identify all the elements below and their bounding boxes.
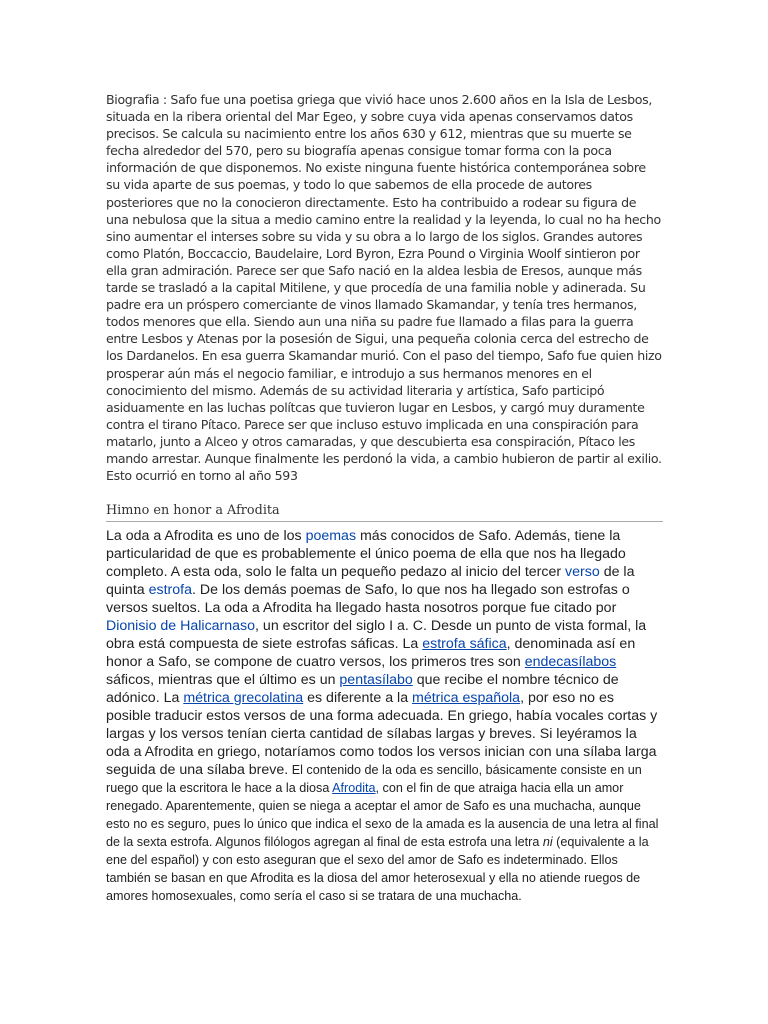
oda-text: , denominada así en honor a Safo, se compone de cuatro versos, los primeros tres son: [106, 636, 636, 670]
link-dionisio-de-halicarnaso[interactable]: Dionisio de Halicarnaso: [106, 618, 256, 634]
link-metrica-grecolatina[interactable]: métrica grecolatina: [183, 690, 304, 706]
oda-text: que recibe el nombre técnico de adónico. La: [106, 672, 619, 706]
oda-text: El contenido de la oda es sencillo, básicamente consiste en un ruego que la escritora le hace a la diosa: [106, 763, 642, 795]
biography-paragraph: Biografia : Safo fue una poetisa griega que vivió hace unos 2.600 años en la Isla de Lesbos, situada en la ribera oriental del Mar Egeo, y sobre cuya vida apenas conservamos datos precisos. Se calcula su nacimiento entre los años 630 y 612, mientras que su muerte se fecha alrededor del 570, pero su biografía apenas consigue tomar forma con la poca información de que disponemos. No existe ninguna fuente histórica contemporánea sobre su vida aparte de sus poemas, y todo lo que sabemos de ella procede de autores posteriores que no la conocieron directamente. Esto ha contribuido a rodear su figura de una nebulosa que la situa a medio camino entre la realidad y la leyenda, lo cual no ha hecho sino aumentar el interses sobre su vida y su obra a lo largo de los siglos. Grandes autores como Platón, Boccaccio, Baudelaire, Lord Byron, Ezra Pound o Virginia Woolf sintieron por ella gran admiración. Parece ser que Safo nació en la aldea lesbia de Eresos, aunque más tarde se trasladó a la capital Mitilene, y que procedía de una familia noble y adinerada. Su padre era un próspero comerciante de vinos llamado Skamandar, y tenía tres hermanos, todos menores que ella. Siendo aun una niña su padre fue llamado a filas para la guerra entre Lesbos y Atenas por la posesión de Sigui, una pequeña colonia cerca del estrecho de los Dardanelos. En esa guerra Skamandar murió. Con el paso del tiempo, Safo fue quien hizo prosperar aún más el negocio familiar, e introdujo a sus hermanos menores en el conocimiento del mismo. Además de su actividad literaria y artística, Safo participó asiduamente en las luchas polítcas que tuvieron lugar en Lesbos, y cargó muy duramente contra el tirano Pítaco. Parece ser que incluso estuvo implicada en una conspiración para matarlo, junto a Alceo y otros camaradas, y que descubierta esa conspiración, Pítaco les mando arrestar. Aunque finalmente les perdonó la vida, a cambio hubieron de partir al exilio. Esto ocurrió en torno al año 593: [106, 92, 662, 484]
oda-text: La oda a Afrodita es uno de los: [106, 528, 306, 544]
link-poemas[interactable]: poemas: [305, 528, 357, 544]
link-pentasilabo[interactable]: pentasílabo: [339, 672, 413, 688]
oda-text: sáficos, mientras que el último es un: [106, 672, 340, 688]
oda-text-italic-ni: ni: [542, 835, 553, 849]
oda-text: más conocidos de Safo. Además, tiene la particularidad de que es probablemente el único poema de ella que nos ha llegado completo. A esta oda, solo le falta un pequeño pedazo al inicio del tercer: [106, 528, 626, 580]
link-estrofa[interactable]: estrofa: [148, 582, 192, 598]
oda-text: , con el fin de que atraiga hacia ella un amor renegado. Aparentemente, quien se niega a aceptar el amor de Safo es una muchacha, aunque esto no es seguro, pues lo único que indica el sexo de la amada es la ausencia de una letra al final de la sexta estrofa. Algunos filólogos agregan al final de esta estrofa una letra: [106, 781, 659, 849]
oda-text: de la quinta: [106, 564, 635, 598]
oda-text-main: [106, 528, 657, 778]
oda-paragraph: [106, 527, 662, 905]
link-endecasilabos[interactable]: endecasílabos: [524, 654, 617, 670]
oda-text: . De los demás poemas de Safo, lo que nos ha llegado son estrofas o versos sueltos. La oda a Afrodita ha llegado hasta nosotros porque fue citado por: [106, 582, 630, 616]
oda-text: , un escritor del siglo I a. C. Desde un punto de vista formal, la obra está compuesta de siete estrofas sáficas. La: [106, 618, 647, 652]
oda-text: , por eso no es posible traducir estos versos de una forma adecuada. En griego, había vocales cortas y largas y los versos tenían cierta cantidad de sílabas largas y breves. Si leyéramos la oda a Afrodita en griego, notaríamos como todos los versos inician con una sílaba larga seguida de una sílaba breve.: [106, 690, 658, 778]
link-metrica-espanola[interactable]: métrica española: [412, 690, 521, 706]
link-afrodita[interactable]: Afrodita: [332, 781, 376, 795]
link-estrofa-safica[interactable]: estrofa sáfica: [422, 636, 507, 652]
oda-text-small: [106, 763, 658, 903]
section-heading: Himno en honor a Afrodita: [106, 503, 663, 522]
oda-text: (equivalente a la ene del español) y con esto aseguran que el sexo del amor de Safo es indeterminado. Ellos también se basan en que Afrodita es la diosa del amor heterosexual y ella no atiende ruegos de amores homosexuales, como sería el caso si se tratara de una muchacha.: [106, 835, 649, 903]
link-verso[interactable]: verso: [565, 564, 600, 580]
oda-text: es diferente a la: [303, 690, 413, 706]
